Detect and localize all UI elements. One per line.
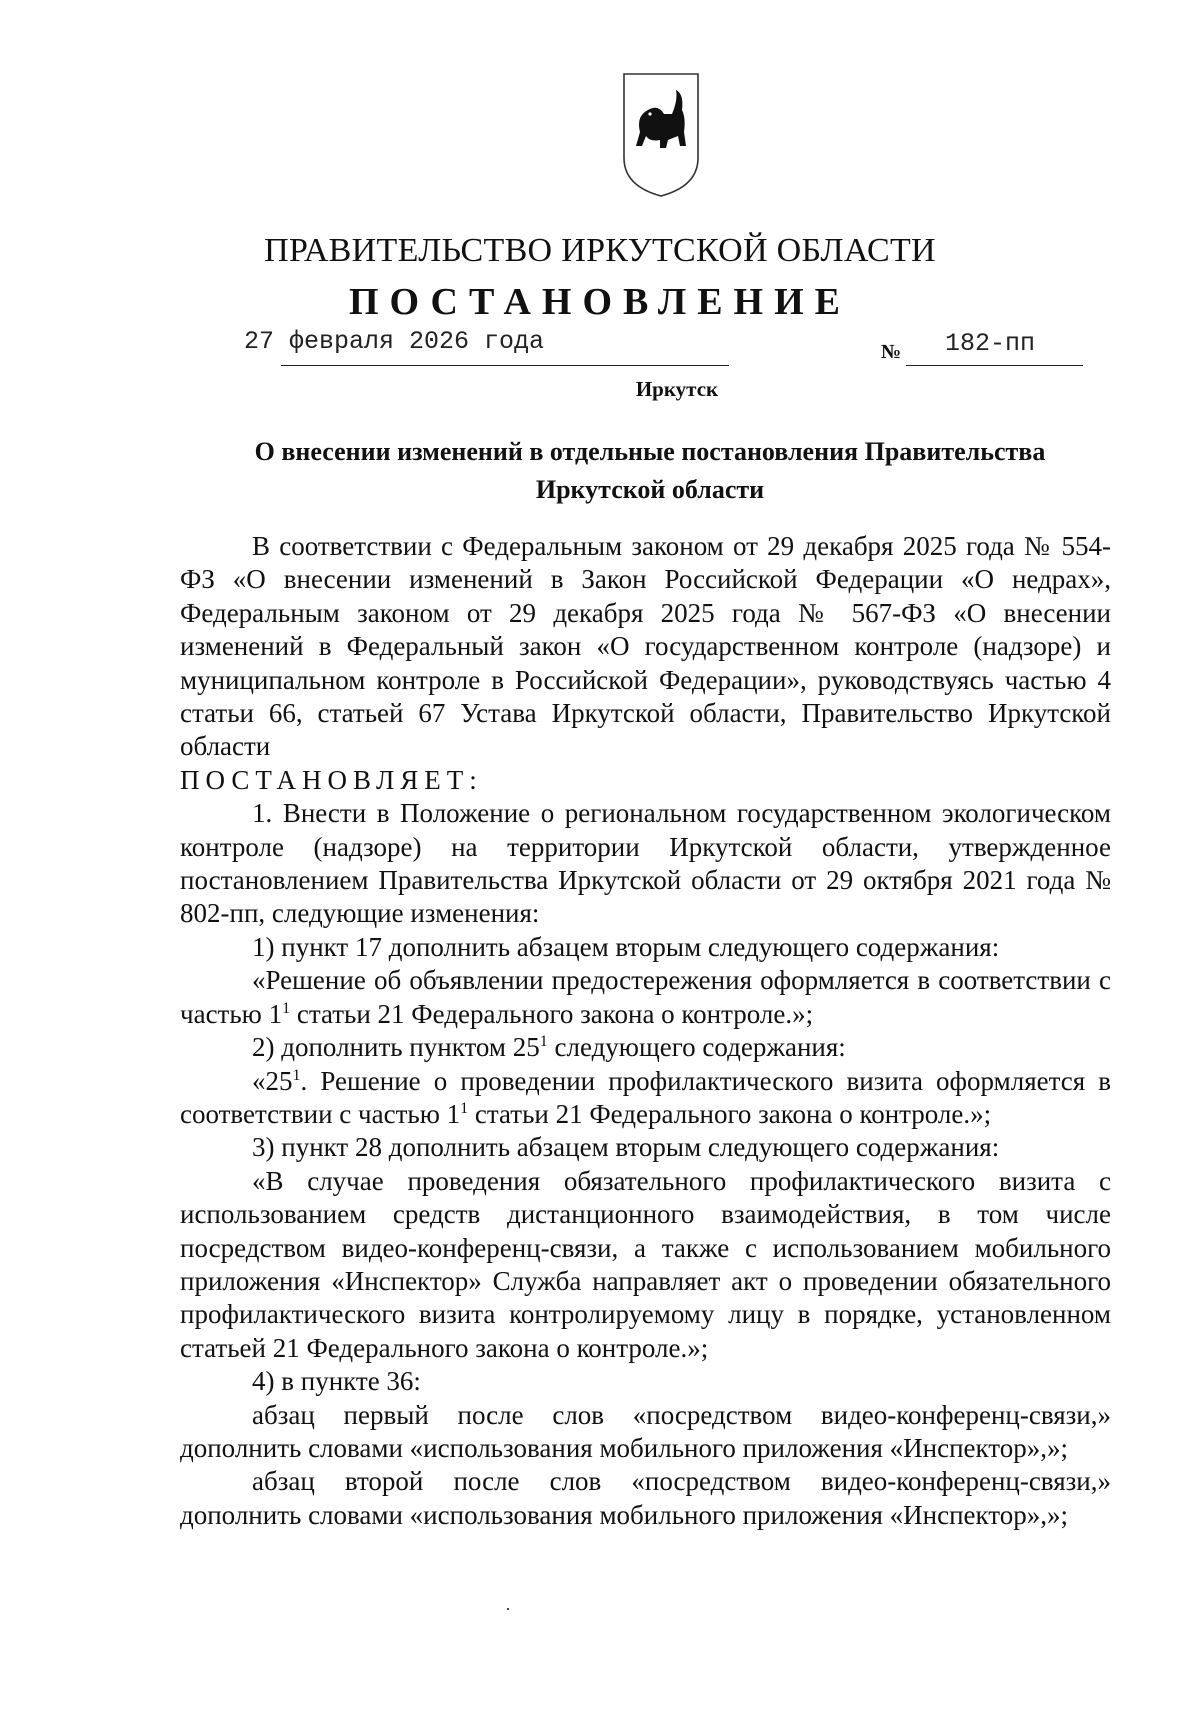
quote-3: «В случае проведения обязательного профилактического визита с использованием средств дистанционного взаимодействия, в том числе посредством видео-конференц-связи, а также с использованием мобильного приложения «Инспектор» Служба направляет акт о проведении обязательного профилактического визита контролируемому лицу в порядке, установленном статьей 21 Федерального закона о контроле.»;: [180, 1165, 1111, 1363]
number-underline: [906, 365, 1083, 366]
number-sign: №: [881, 341, 902, 363]
quote-2: «$25^1$. Решение о проведении профилактического визита оформляется в соответствии с частью $1^1$ статьи 21 Федерального закона о контроле.»;: [180, 1065, 1111, 1129]
paragraph-4b: абзац второй после слов «посредством видео-конференц-связи,» дополнить словами «использования мобильного приложения «Инспектор»,»;: [180, 1466, 1111, 1530]
subitem-1: 1) пункт 17 дополнить абзацем вторым следующего содержания:: [252, 931, 1000, 962]
document-title: [180, 433, 1120, 509]
title-line-2: Иркутской области: [535, 475, 765, 504]
date-text: 27 февраля 2026 года: [244, 327, 545, 356]
subitem-3: 3) пункт 28 дополнить абзацем вторым следующего содержания:: [252, 1132, 1000, 1163]
item-1: 1. Внести в Положение о региональном государственном экологическом контроле (надзоре) на территории Иркутской области, утвержденное постановлением Правительства Иркутской области от 29 октября 2021 года № 802-пп, следующие изменения:: [180, 798, 1111, 929]
number-text: 182-пп: [945, 329, 1036, 358]
document-type: ПОСТАНОВЛЕНИЕ: [348, 281, 852, 323]
title-line-1: О внесении изменений в отдельные постановления Правительства: [254, 437, 1046, 466]
date-underline: [281, 365, 729, 366]
decree-word: ПОСТАНОВЛЯЕТ:: [180, 764, 483, 795]
subitem-4: 4) в пункте 36:: [252, 1366, 421, 1397]
subitem-2: 2) дополнить пунктом $25^1$ следующего содержания:: [252, 1032, 846, 1063]
quote-1: «Решение об объявлении предостережения оформляется в соответствии с частью $1^1$ статьи 21 Федерального закона о контроле.»;: [180, 965, 1111, 1029]
document-body: [180, 530, 1111, 1532]
document-date: [244, 327, 544, 356]
scan-speck: [507, 1608, 509, 1610]
city: Иркутск: [635, 377, 719, 401]
issuing-authority: ПРАВИТЕЛЬСТВО ИРКУТСКОЙ ОБЛАСТИ: [264, 232, 936, 269]
coat-of-arms-icon: [620, 70, 702, 200]
paragraph-4a: абзац первый после слов «посредством видео-конференц-связи,» дополнить словами «использования мобильного приложения «Инспектор»,»;: [180, 1399, 1111, 1463]
preamble: В соответствии с Федеральным законом от 29 декабря 2025 года № 554-ФЗ «О внесении изменений в Закон Российской Федерации «О недрах», Федеральным законом от 29 декабря 2025 года № 567-ФЗ «О внесении изменений в Федеральный закон «О государственном контроле (надзоре) и муниципальном контроле в Российской Федерации», руководствуясь частью 4 статьи 66, статьей 67 Устава Иркутской области, Правительство Иркутской области: [180, 531, 1111, 762]
